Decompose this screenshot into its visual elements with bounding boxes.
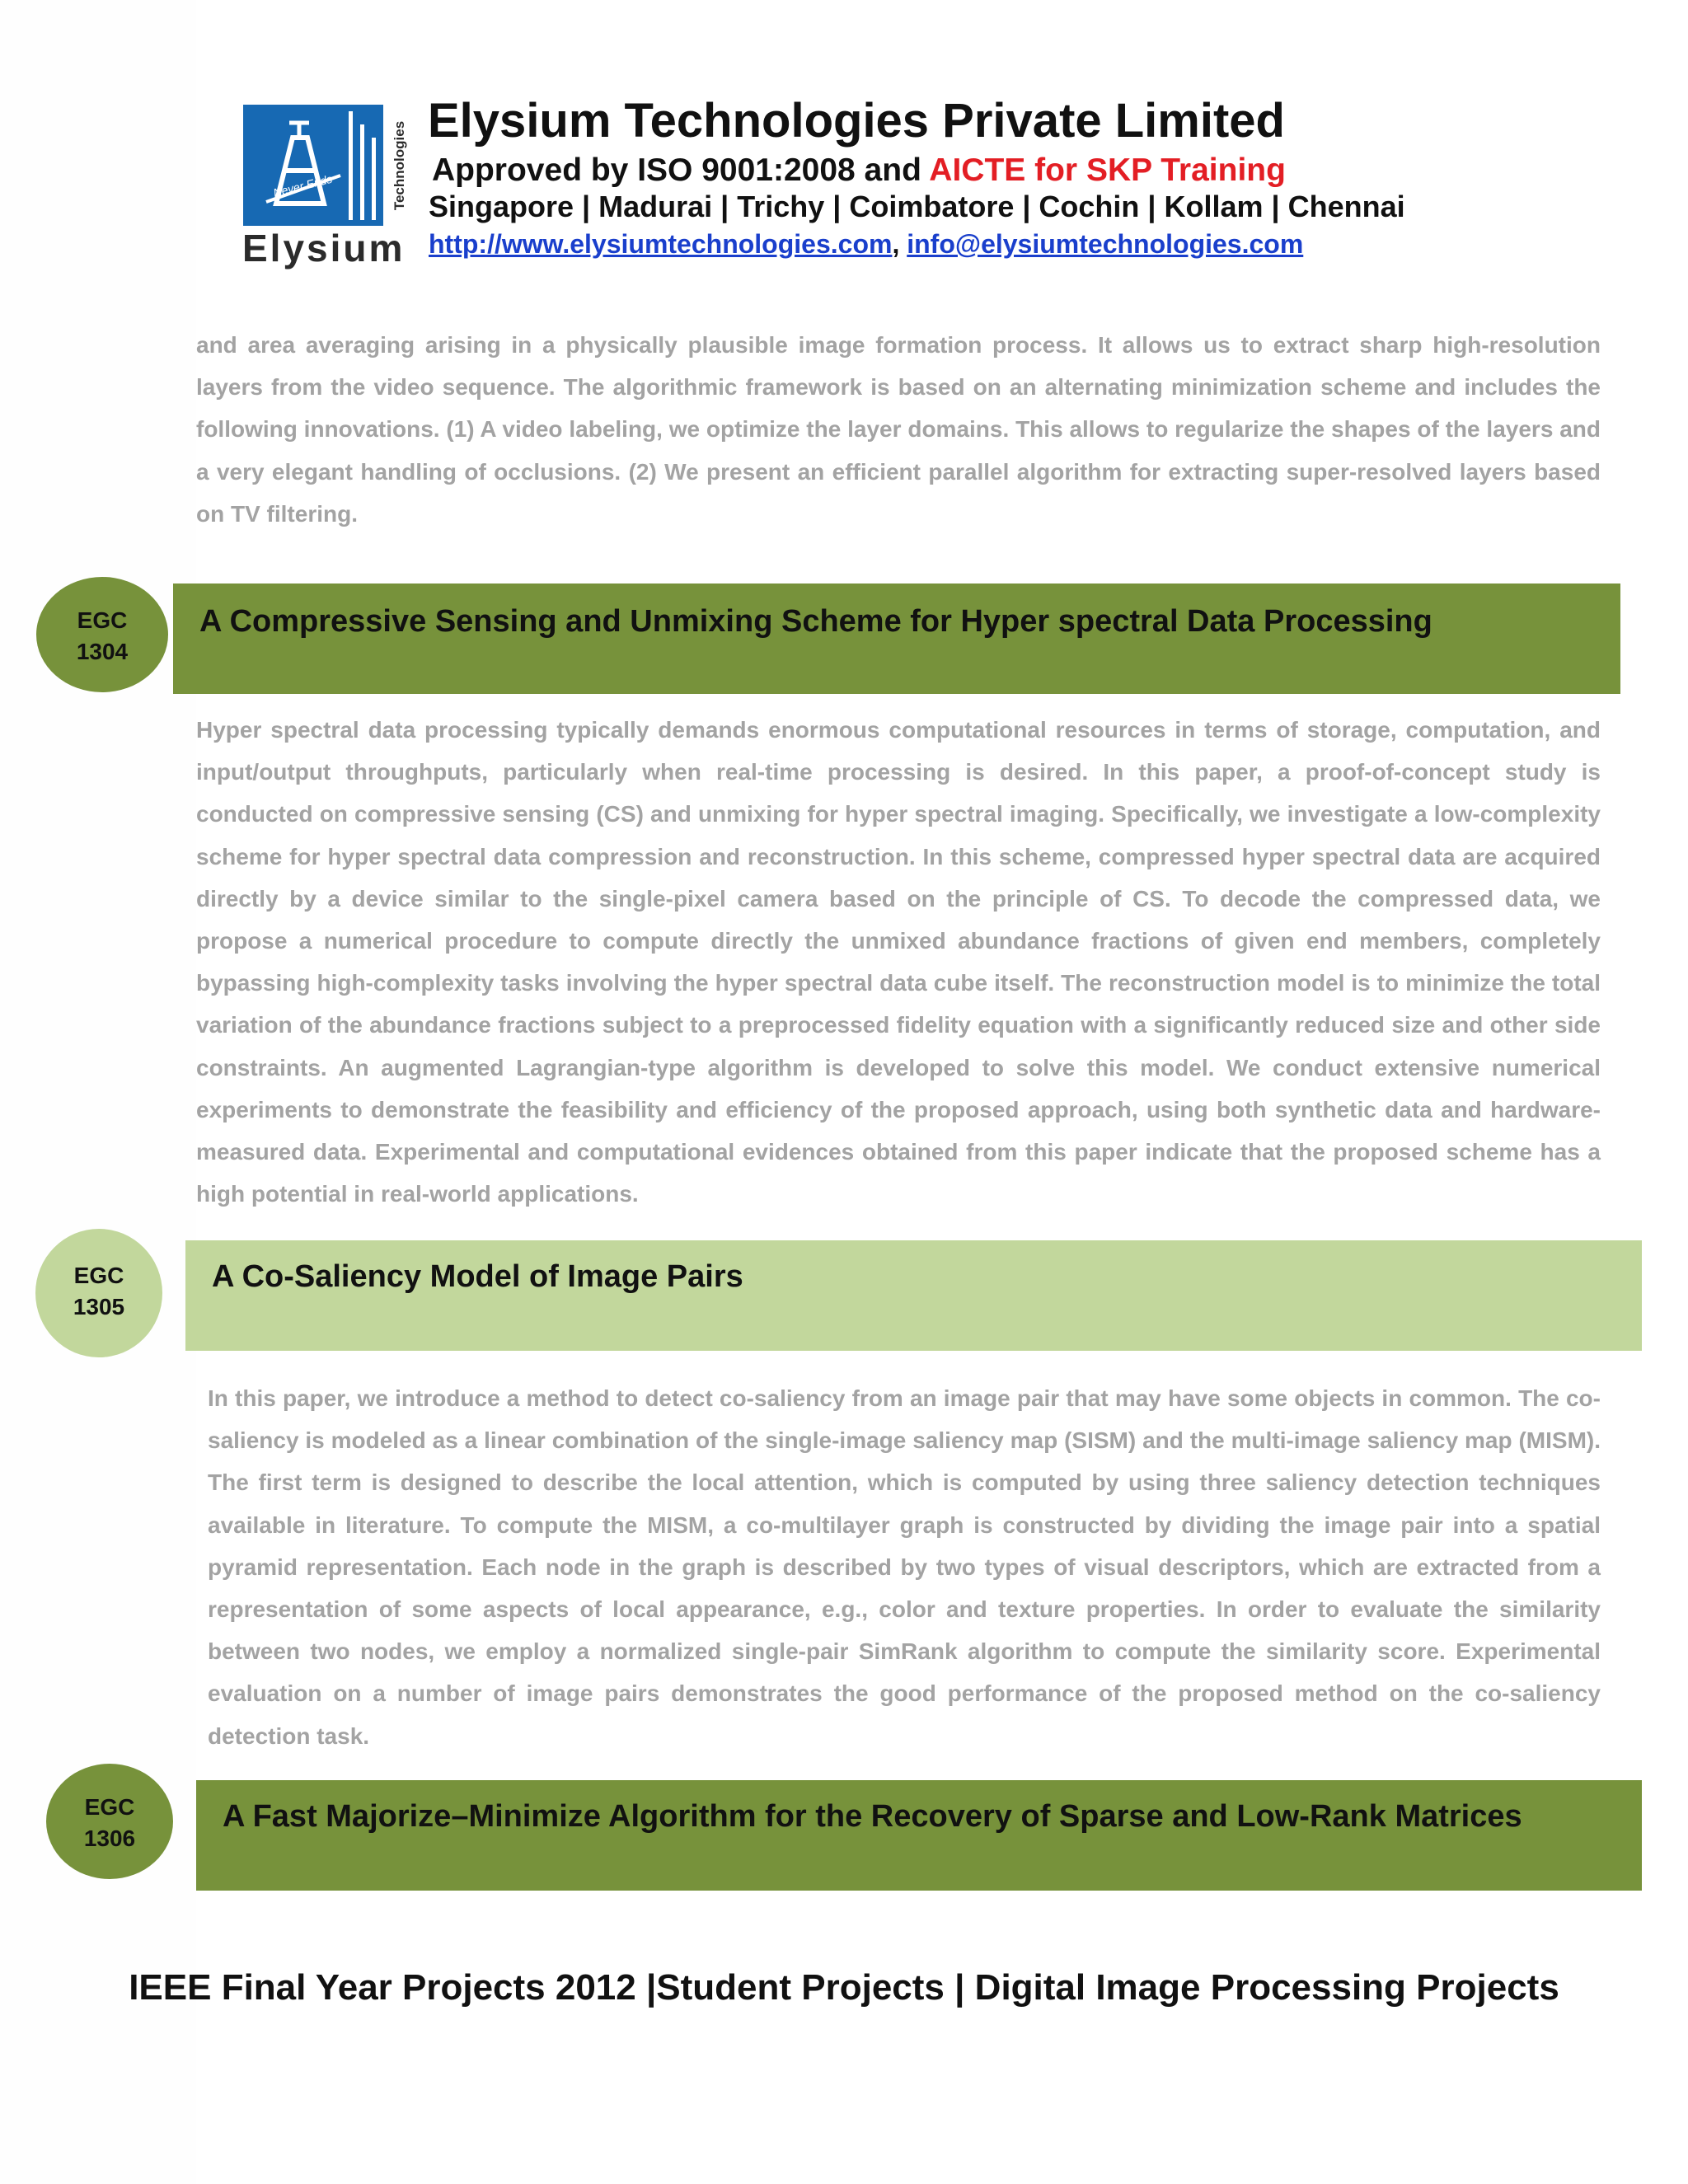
badge-code-prefix: EGC — [77, 607, 128, 633]
email-link[interactable]: info@elysiumtechnologies.com — [907, 229, 1304, 259]
office-locations: Singapore | Madurai | Trichy | Coimbatore | Cochin | Kollam | Chennai — [429, 190, 1405, 223]
elysium-logo — [243, 105, 383, 226]
accreditation-prefix: Approved by ISO 9001:2008 and — [432, 152, 930, 188]
logo-wordmark: Elysium — [242, 227, 406, 269]
badge-code-number: 1305 — [73, 1294, 125, 1319]
logo-emblem-icon — [243, 105, 383, 226]
badge-code-number: 1304 — [76, 639, 129, 664]
section-abstract-egc1304: Hyper spectral data processing typically demands enormous computational resources in terms of storage, computation, and input/output throughputs, particularly when real-time processing is desired. In this paper, a proof-of-concept study is conducted on compressive sensing (CS) and unmixing for hyper spectral imaging. Specifically, we investigate a low-complexity scheme for hyper spectral data compression and reconstruction. In this scheme, compressed hyper spectral data are acquired directly by a device similar to the single-pixel camera based on the principle of CS. To decode the compressed data, we propose a numerical procedure to compute directly the unmixed abundance fractions of given end members, completely bypassing high-complexity tasks involving the hyper spectral data cube itself. The reconstruction model is to minimize the total variation of the abundance fractions subject to a preprocessed fidelity equation with a significantly reduced size and other side constraints. An augmented Lagrangian-type algorithm is developed to solve this model. We conduct extensive numerical experiments to demonstrate the feasibility and efficiency of the proposed approach, using both synthetic data and hardware-measured data. Experimental and computational evidences obtained from this paper indicate that the proposed scheme has a high potential in real-world applications. — [196, 717, 1601, 1207]
project-code-badge-egc1305 — [35, 1229, 162, 1357]
accreditation-highlight: AICTE for SKP Training — [929, 152, 1286, 188]
section-abstract-egc1305: In this paper, we introduce a method to detect co-saliency from an image pair that may have some objects in common. The co-saliency is modeled as a linear combination of the single-image saliency map (SISM) and the multi-image saliency map (MISM). The first term is designed to describe the local attention, which is computed by using three saliency detection techniques available in literature. To compute the MISM, a co-multilayer graph is constructed by dividing the image pair into a spatial pyramid representation. Each node in the graph is described by two types of visual descriptors, which are extracted from a representation of some aspects of local appearance, e.g., color and texture properties. In order to evaluate the similarity between two nodes, we employ a normalized single-pair SimRank algorithm to compute the similarity score. Experimental evaluation on a number of image pairs demonstrates the good performance of the proposed method on the co-saliency detection task. — [208, 1385, 1601, 1749]
page-footer: IEEE Final Year Projects 2012 |Student Projects | Digital Image Processing Projects — [129, 1967, 1559, 2008]
badge-code-prefix: EGC — [73, 1263, 124, 1288]
contact-links — [429, 231, 1303, 257]
project-code-badge-egc1306 — [46, 1764, 173, 1879]
website-link[interactable]: http://www.elysiumtechnologies.com — [429, 229, 893, 259]
logo-vertical-text — [386, 105, 414, 226]
project-code-badge-egc1304 — [36, 577, 168, 692]
section-banner-egc1305 — [185, 1240, 1642, 1351]
accreditation-line — [432, 154, 1286, 186]
badge-code-number: 1306 — [83, 1825, 136, 1851]
section-banner-egc1306 — [196, 1780, 1642, 1891]
intro-paragraph: and area averaging arising in a physically plausible image formation process. It allows us to extract sharp high-resolution layers from the video sequence. The algorithmic framework is based on an alternating minimization scheme and includes the following innovations. (1) A video labeling, we optimize the layer domains. This allows to regularize the shapes of the layers and a very elegant handling of occlusions. (2) We present an efficient parallel algorithm for extracting super-resolved layers based on TV filtering. — [196, 332, 1601, 527]
link-separator: , — [892, 229, 907, 259]
company-name: Elysium Technologies Private Limited — [428, 94, 1285, 148]
section-title: A Co-Saliency Model of Image Pairs — [212, 1259, 743, 1294]
logo-vertical-label: Technologies — [392, 120, 407, 210]
section-title: A Fast Majorize–Minimize Algorithm for the Recovery of Sparse and Low-Rank Matrices — [223, 1799, 1522, 1834]
section-title: A Compressive Sensing and Unmixing Scheme for Hyper spectral Data Processing — [199, 604, 1432, 639]
badge-code-prefix: EGC — [84, 1794, 135, 1820]
section-banner-egc1304 — [173, 583, 1620, 694]
logo-tagline: Never Ends — [271, 171, 334, 199]
